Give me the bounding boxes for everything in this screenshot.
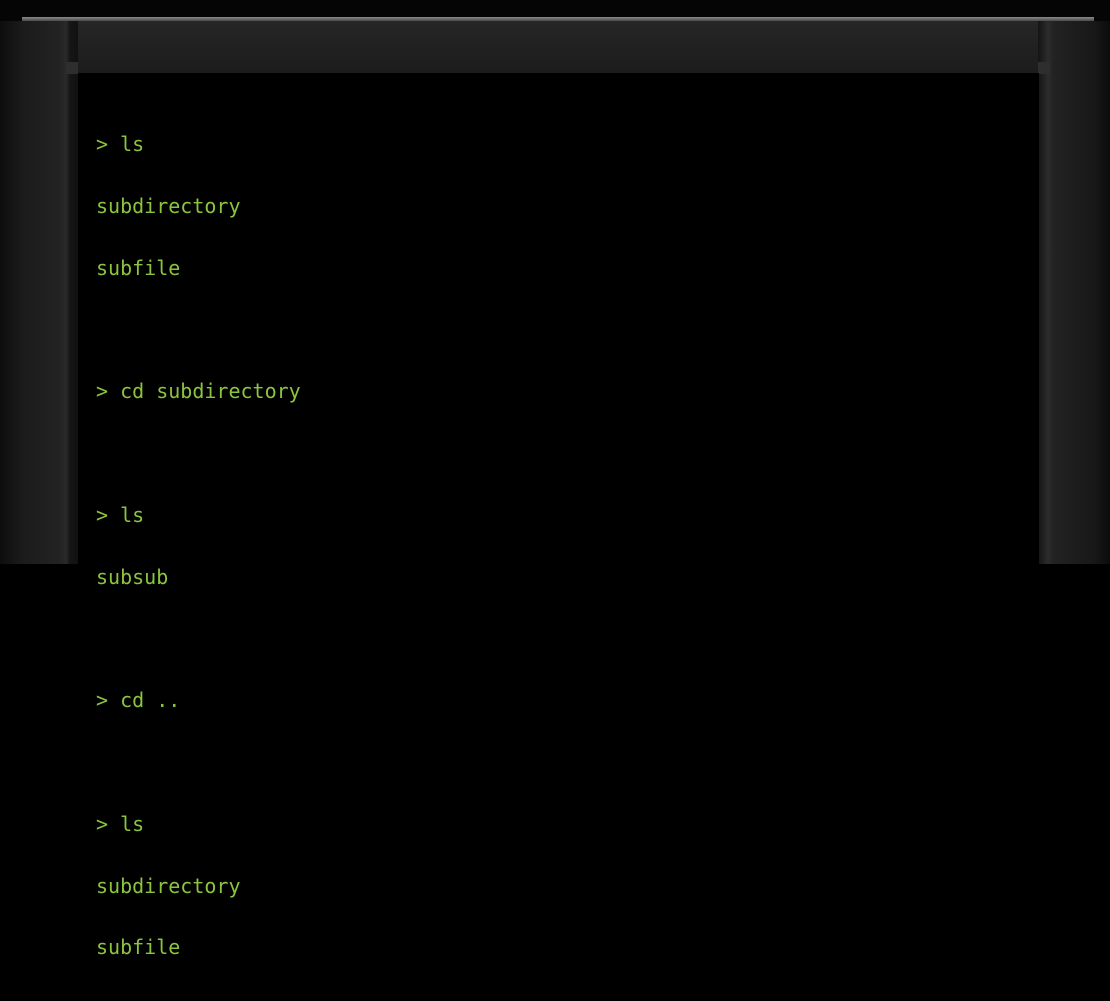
terminal-line: > ls: [96, 502, 145, 527]
bezel-corner-right: [1038, 62, 1050, 74]
terminal-line: [96, 752, 1021, 773]
terminal-output: [96, 93, 1021, 999]
terminal-line: [96, 320, 1021, 341]
monitor-bezel-highlight: [22, 17, 1094, 21]
terminal-line: > cd ..: [96, 688, 181, 713]
terminal-line: > ls: [96, 132, 145, 157]
monitor-bezel-left: [0, 21, 78, 564]
terminal-line: subsub: [96, 564, 169, 589]
terminal-line: [96, 628, 1021, 649]
terminal-line: subfile: [96, 935, 181, 960]
terminal-line: subdirectory: [96, 873, 241, 898]
terminal-line: > ls: [96, 811, 145, 836]
terminal-line: > cd subdirectory: [96, 379, 301, 404]
bezel-corner-left: [66, 62, 78, 74]
terminal-line: subfile: [96, 255, 181, 280]
terminal-screen[interactable]: [78, 73, 1039, 960]
terminal-line: subdirectory: [96, 193, 241, 218]
monitor-bezel-right: [1038, 21, 1110, 564]
terminal-line: [96, 443, 1021, 464]
monitor-bezel-top: [22, 21, 1094, 73]
